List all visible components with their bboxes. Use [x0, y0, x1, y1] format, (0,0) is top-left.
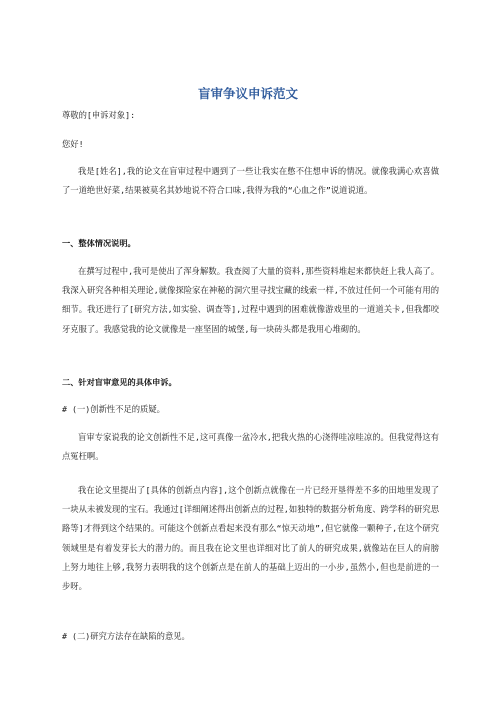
- salutation: 尊敬的[申诉对象]:: [62, 110, 136, 120]
- innovation-paragraph-2: 我在论文里提出了[具体的创新点内容],这个创新点就像在一片已经开垦得差不多的田地里发现了一块从未被发现的宝石。我通过[详细阐述得出创新点的过程,如独特的数据分析角度、跨学科的研究思路等]才得到这个结果的。可能这个创新点看起来没有那么“惊天动地”,但它就像一颗种子,在这个研究领域里是有着发芽长大的潜力的。而且我在论文里也详细对比了前人的研究成果,就像站在巨人的肩膀上努力地往上够,我努力表明我的这个创新点是在前人的基础上迈出的一小步,虽然小,但也是前进的一步呀。: [62, 485, 439, 592]
- intro-paragraph: 我是[姓名],我的论文在盲审过程中遇到了一些让我实在憋不住想申诉的情况。就像我满心欢喜做了一道绝世好菜,结果被莫名其妙地说不符合口味,我得为我的“心血之作”说道说道。: [62, 166, 439, 196]
- greeting: 您好!: [62, 139, 84, 149]
- overview-paragraph: 在撰写过程中,我可是使出了浑身解数。我查阅了大量的资料,那些资料堆起来都快赶上我人高了。我深入研究各种相关理论,就像探险家在神秘的洞穴里寻找宝藏的线索一样,不放过任何一个可能有用的细节。我还进行了[研究方法,如实验、调查等],过程中遇到的困难就像游戏里的一道道关卡,但我都咬牙克服了。我感觉我的论文就像是一座坚固的城堡,每一块砖头都是我用心堆砌的。: [62, 266, 439, 334]
- subsection-heading-innovation: # (一)创新性不足的质疑。: [62, 404, 165, 414]
- innovation-paragraph-1: 盲审专家说我的论文创新性不足,这可真像一盆冷水,把我火热的心浇得哇凉哇凉的。但我觉得这有点冤枉啊。: [62, 432, 439, 462]
- section-heading-appeal: 二、针对盲审意见的具体申诉。: [62, 377, 177, 387]
- document-title: 盲审争议申诉范文: [197, 86, 298, 101]
- section-heading-overview: 一、整体情况说明。: [62, 238, 136, 248]
- subsection-heading-method: # (二)研究方法存在缺陷的意见。: [62, 631, 190, 641]
